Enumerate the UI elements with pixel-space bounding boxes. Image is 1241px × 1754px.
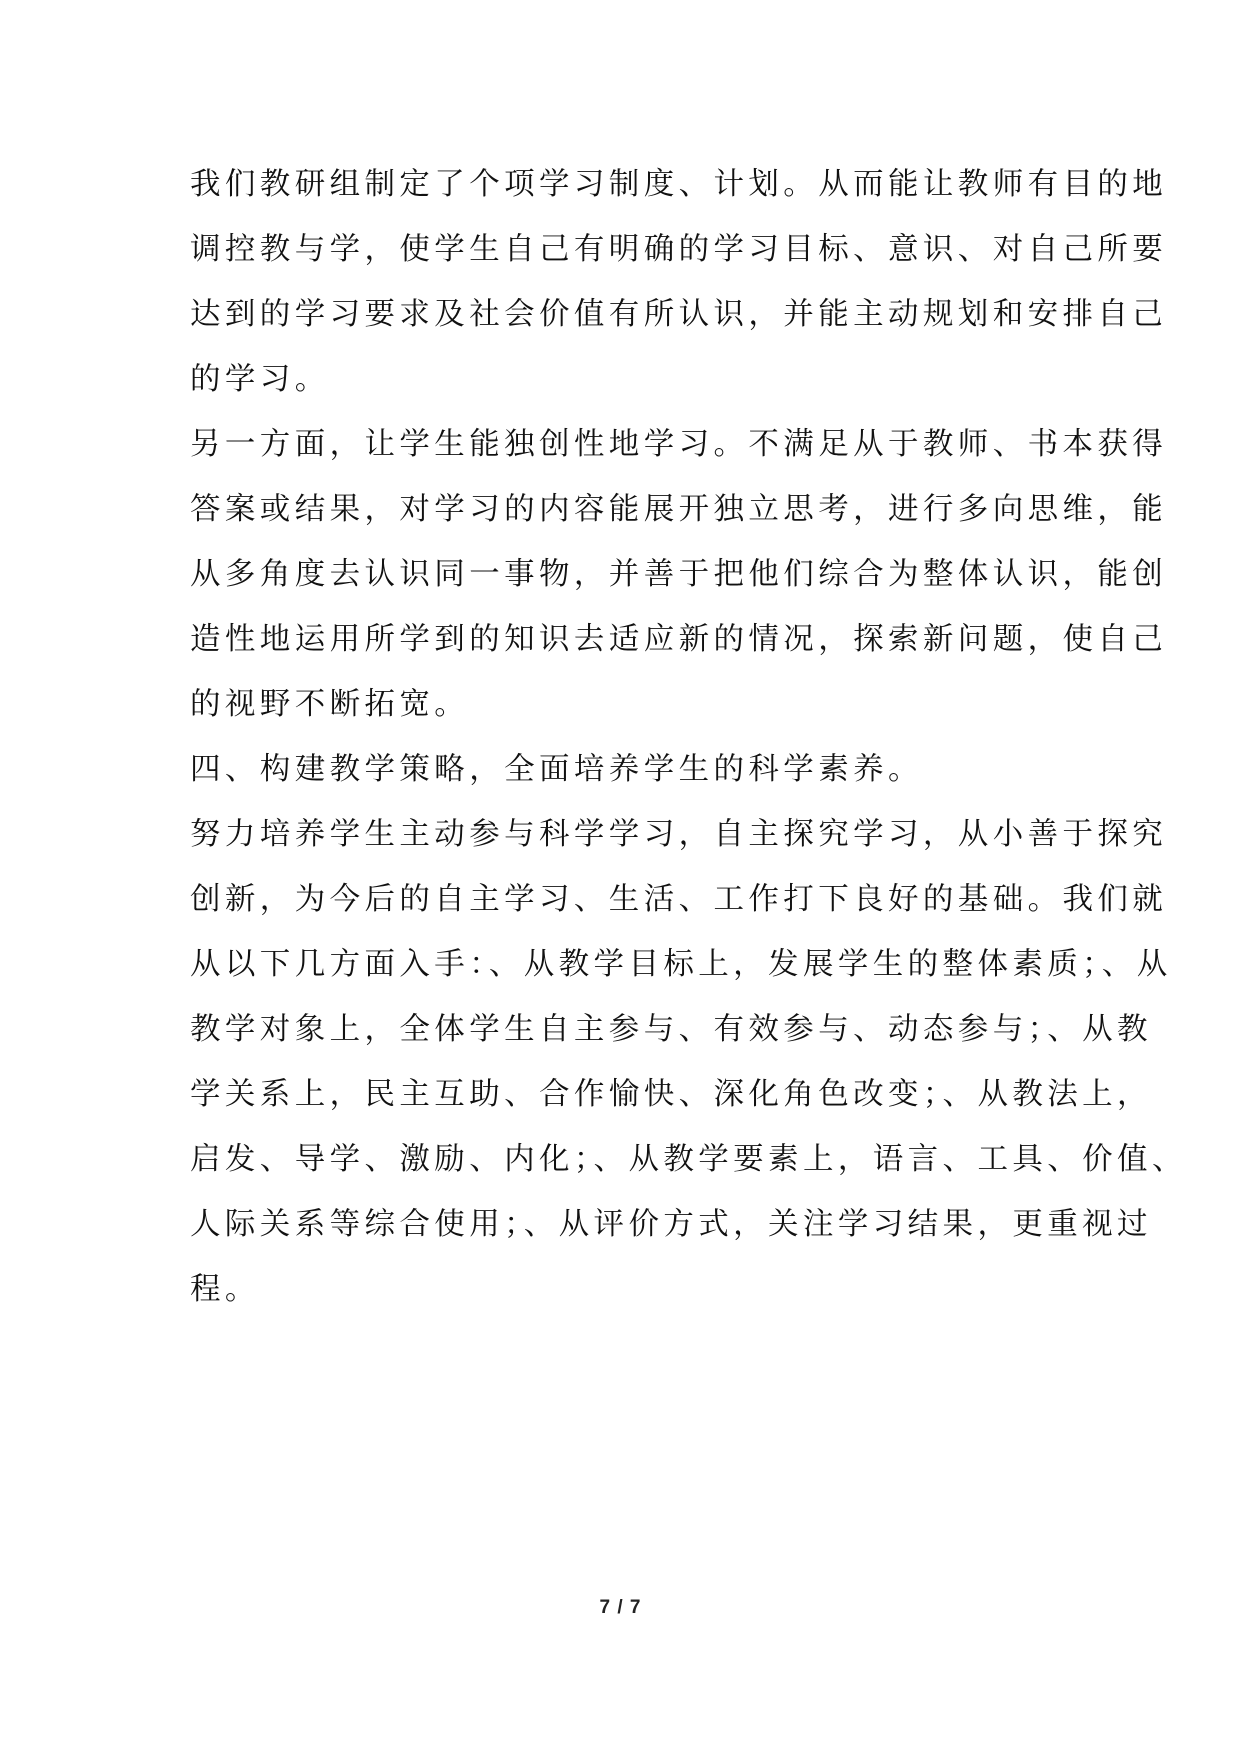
text-line: 答案或结果，对学习的内容能展开独立思考，进行多向思维，能 (190, 492, 1168, 527)
body-text (190, 158, 1187, 1328)
text-line: 努力培养学生主动参与科学学习，自主探究学习，从小善于探究 (190, 817, 1168, 852)
text-line: 调控教与学，使学生自己有明确的学习目标、意识、对自己所要 (190, 232, 1168, 267)
text-line: 启发、导学、激励、内化；、从教学要素上，语言、工具、价值、 (190, 1142, 1187, 1177)
text-line: 我们教研组制定了个项学习制度、计划。从而能让教师有目的地 (190, 167, 1168, 202)
text-line: 教学对象上，全体学生自主参与、有效参与、动态参与；、从教 (190, 1012, 1152, 1047)
text-line: 程。 (190, 1272, 260, 1307)
text-line: 的视野不断拓宽。 (190, 687, 470, 722)
text-line: 达到的学习要求及社会价值有所认识，并能主动规划和安排自己 (190, 297, 1168, 332)
text-line: 学关系上，民主互助、合作愉快、深化角色改变；、从教法上， (190, 1077, 1152, 1112)
text-line: 创新，为今后的自主学习、生活、工作打下良好的基础。我们就 (190, 882, 1168, 917)
text-line: 从多角度去认识同一事物，并善于把他们综合为整体认识，能创 (190, 557, 1168, 592)
page-number: 7 / 7 (599, 1597, 642, 1618)
text-line: 另一方面，让学生能独创性地学习。不满足从于教师、书本获得 (190, 427, 1168, 462)
text-line: 人际关系等综合使用；、从评价方式，关注学习结果，更重视过 (190, 1207, 1152, 1242)
section-heading: 四、构建教学策略，全面培养学生的科学素养。 (190, 752, 923, 787)
text-line: 的学习。 (190, 362, 330, 397)
text-line: 从以下几方面入手：、从教学目标上，发展学生的整体素质；、从 (190, 947, 1172, 982)
text-line: 造性地运用所学到的知识去适应新的情况，探索新问题，使自己 (190, 622, 1168, 657)
